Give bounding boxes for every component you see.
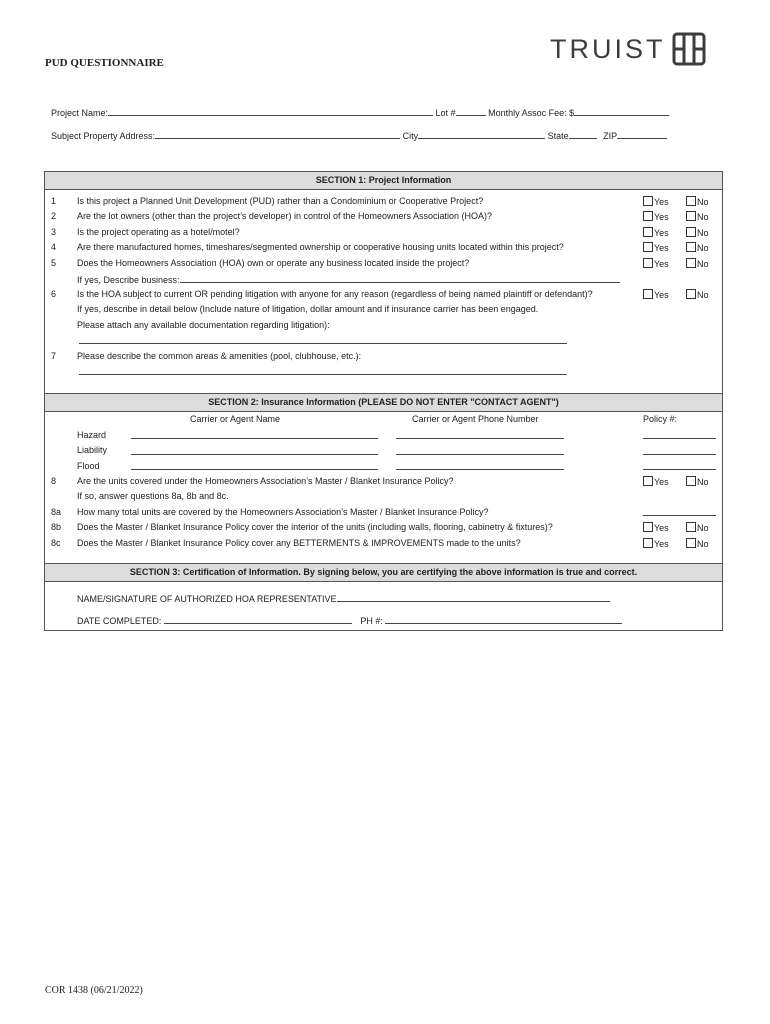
flood-phone-field[interactable]: [396, 469, 564, 470]
liability-phone-field[interactable]: [396, 454, 564, 455]
q1-no-label: No: [697, 197, 709, 207]
flood-label: Flood: [77, 461, 100, 471]
q8c-yes-checkbox[interactable]: [643, 538, 653, 548]
q3-number: 3: [51, 227, 57, 237]
city-label: City: [402, 131, 419, 141]
signature-row: [77, 592, 610, 605]
signature-label: NAME/SIGNATURE OF AUTHORIZED HOA REPRESENTATIVE: [77, 594, 337, 604]
truist-logo: [550, 32, 706, 66]
address-row: [51, 129, 667, 142]
city-field[interactable]: [418, 129, 545, 139]
q1-yes[interactable]: [643, 196, 669, 208]
date-row: [77, 614, 622, 627]
form-title: PUD QUESTIONNAIRE: [45, 57, 164, 69]
lot-field[interactable]: [456, 106, 486, 116]
liability-carrier-field[interactable]: [131, 454, 378, 455]
q5-business-field[interactable]: [180, 273, 620, 283]
q3-no[interactable]: [686, 227, 709, 239]
fee-field[interactable]: [574, 106, 669, 116]
logo-mark-icon: [672, 32, 706, 66]
hazard-carrier-field[interactable]: [131, 438, 378, 439]
q1-yes-label: Yes: [654, 197, 669, 207]
q5-no[interactable]: [686, 258, 709, 270]
q8-no-checkbox[interactable]: [686, 476, 696, 486]
liability-label: Liability: [77, 445, 108, 455]
q7-text: Please describe the common areas & amenities (pool, clubhouse, etc.):: [77, 351, 362, 361]
q8-yes-label: Yes: [654, 477, 669, 487]
q6-details-field[interactable]: [79, 343, 567, 344]
q8b-yes-label: Yes: [654, 523, 669, 533]
phone-column-header: Carrier or Agent Phone Number: [412, 414, 539, 424]
q8-number: 8: [51, 476, 57, 486]
q8-no[interactable]: [686, 476, 709, 488]
q2-no-checkbox[interactable]: [686, 211, 696, 221]
q5-yes[interactable]: [643, 258, 669, 270]
q5-number: 5: [51, 258, 57, 268]
q8c-no-checkbox[interactable]: [686, 538, 696, 548]
q6-number: 6: [51, 289, 57, 299]
q4-yes[interactable]: [643, 242, 669, 254]
q5-no-checkbox[interactable]: [686, 258, 696, 268]
q4-number: 4: [51, 242, 57, 252]
q8-text: Are the units covered under the Homeowners Association’s Master / Blanket Insurance Policy?: [77, 476, 454, 486]
q6-text: Is the HOA subject to current OR pending litigation with anyone for any reason (regardless of being named plaintiff or defendant)?: [77, 289, 593, 299]
q6-yes[interactable]: [643, 289, 669, 301]
q8b-no-label: No: [697, 523, 709, 533]
q4-yes-label: Yes: [654, 243, 669, 253]
q8a-number: 8a: [51, 507, 62, 517]
q2-yes-checkbox[interactable]: [643, 211, 653, 221]
q3-no-checkbox[interactable]: [686, 227, 696, 237]
q1-no-checkbox[interactable]: [686, 196, 696, 206]
q1-no[interactable]: [686, 196, 709, 208]
q5-yes-label: Yes: [654, 259, 669, 269]
zip-label: ZIP: [603, 131, 618, 141]
q8c-yes[interactable]: [643, 538, 669, 550]
q3-text: Is the project operating as a hotel/motel?: [77, 227, 240, 237]
q8b-yes[interactable]: [643, 522, 669, 534]
q5-followup: [77, 273, 620, 286]
q1-number: 1: [51, 196, 57, 206]
q8b-no-checkbox[interactable]: [686, 522, 696, 532]
q4-no-label: No: [697, 243, 709, 253]
q3-yes-label: Yes: [654, 228, 669, 238]
q8a-text: How many total units are covered by the Homeowners Association’s Master / Blanket Insurance Policy?: [77, 507, 489, 517]
q8b-yes-checkbox[interactable]: [643, 522, 653, 532]
project-name-field[interactable]: [108, 106, 433, 116]
q2-number: 2: [51, 211, 57, 221]
lot-label: Lot #: [435, 108, 456, 118]
q8c-text: Does the Master / Blanket Insurance Policy cover any BETTERMENTS & IMPROVEMENTS made to the units?: [77, 538, 521, 548]
q4-text: Are there manufactured homes, timeshares/segmented ownership or cooperative housing units located within this project?: [77, 242, 564, 252]
carrier-column-header: Carrier or Agent Name: [190, 414, 281, 424]
q5-text: Does the Homeowners Association (HOA) own or operate any business located inside the project?: [77, 258, 470, 268]
date-field[interactable]: [164, 614, 352, 624]
q8-yes-checkbox[interactable]: [643, 476, 653, 486]
q1-text: Is this project a Planned Unit Development (PUD) rather than a Condominium or Cooperative Project?: [77, 196, 484, 206]
flood-carrier-field[interactable]: [131, 469, 378, 470]
q5-yes-checkbox[interactable]: [643, 258, 653, 268]
project-name-row: [51, 106, 669, 119]
q7-amenities-field[interactable]: [79, 374, 567, 375]
q2-yes-label: Yes: [654, 212, 669, 222]
q8-followup: If so, answer questions 8a, 8b and 8c.: [77, 491, 229, 501]
hazard-label: Hazard: [77, 430, 107, 440]
q8b-no[interactable]: [686, 522, 709, 534]
q3-no-label: No: [697, 228, 709, 238]
q2-no-label: No: [697, 212, 709, 222]
q4-no-checkbox[interactable]: [686, 242, 696, 252]
fee-label: Monthly Assoc Fee: $: [488, 108, 575, 118]
q6-no-checkbox[interactable]: [686, 289, 696, 299]
brand-name: TRUIST: [550, 33, 666, 64]
q3-yes-checkbox[interactable]: [643, 227, 653, 237]
date-label: DATE COMPLETED:: [77, 616, 162, 626]
q8a-units-field[interactable]: [643, 515, 716, 516]
state-field[interactable]: [569, 129, 597, 139]
signature-field[interactable]: [337, 592, 610, 602]
q6-followup-2: Please attach any available documentation regarding litigation):: [77, 320, 330, 330]
q2-text: Are the lot owners (other than the project’s developer) in control of the Homeowners Association (HOA)?: [77, 211, 493, 221]
q4-yes-checkbox[interactable]: [643, 242, 653, 252]
q8c-no-label: No: [697, 539, 709, 549]
q3-yes[interactable]: [643, 227, 669, 239]
q2-no[interactable]: [686, 211, 709, 223]
q8-no-label: No: [697, 477, 709, 487]
section1-title: SECTION 1: Project Information: [45, 172, 722, 190]
q6-yes-label: Yes: [654, 290, 669, 300]
hazard-policy-field[interactable]: [643, 438, 716, 439]
q8-yes[interactable]: [643, 476, 669, 488]
q6-no-label: No: [697, 290, 709, 300]
q8c-yes-label: Yes: [654, 539, 669, 549]
q6-yes-checkbox[interactable]: [643, 289, 653, 299]
address-label: Subject Property Address:: [51, 131, 156, 141]
q5-followup-label: If yes, Describe business:: [77, 275, 180, 285]
state-label: State: [547, 131, 569, 141]
section2-title: SECTION 2: Insurance Information (PLEASE DO NOT ENTER "CONTACT AGENT"): [45, 394, 722, 412]
zip-field[interactable]: [617, 129, 667, 139]
flood-policy-field[interactable]: [643, 469, 716, 470]
q7-number: 7: [51, 351, 57, 361]
q6-no[interactable]: [686, 289, 709, 301]
q8b-number: 8b: [51, 522, 62, 532]
q8b-text: Does the Master / Blanket Insurance Policy cover the interior of the units (including walls, flooring, cabinetry & fixtures)?: [77, 522, 553, 532]
project-name-label: Project Name:: [51, 108, 109, 118]
phone-field[interactable]: [385, 614, 622, 624]
q5-no-label: No: [697, 259, 709, 269]
policy-column-header: Policy #:: [643, 414, 678, 424]
q4-no[interactable]: [686, 242, 709, 254]
q2-yes[interactable]: [643, 211, 669, 223]
q1-yes-checkbox[interactable]: [643, 196, 653, 206]
q6-followup-1: If yes, describe in detail below (Include nature of litigation, dollar amount and if insurance carrier has been engaged.: [77, 304, 539, 314]
section3-title: SECTION 3: Certification of Information. By signing below, you are certifying the above information is true and correct.: [45, 564, 722, 582]
hazard-phone-field[interactable]: [396, 438, 564, 439]
q8c-number: 8c: [51, 538, 61, 548]
phone-label: PH #:: [360, 616, 383, 626]
q8c-no[interactable]: [686, 538, 709, 550]
address-field[interactable]: [155, 129, 400, 139]
form-code: COR 1438 (06/21/2022): [45, 985, 143, 996]
liability-policy-field[interactable]: [643, 454, 716, 455]
